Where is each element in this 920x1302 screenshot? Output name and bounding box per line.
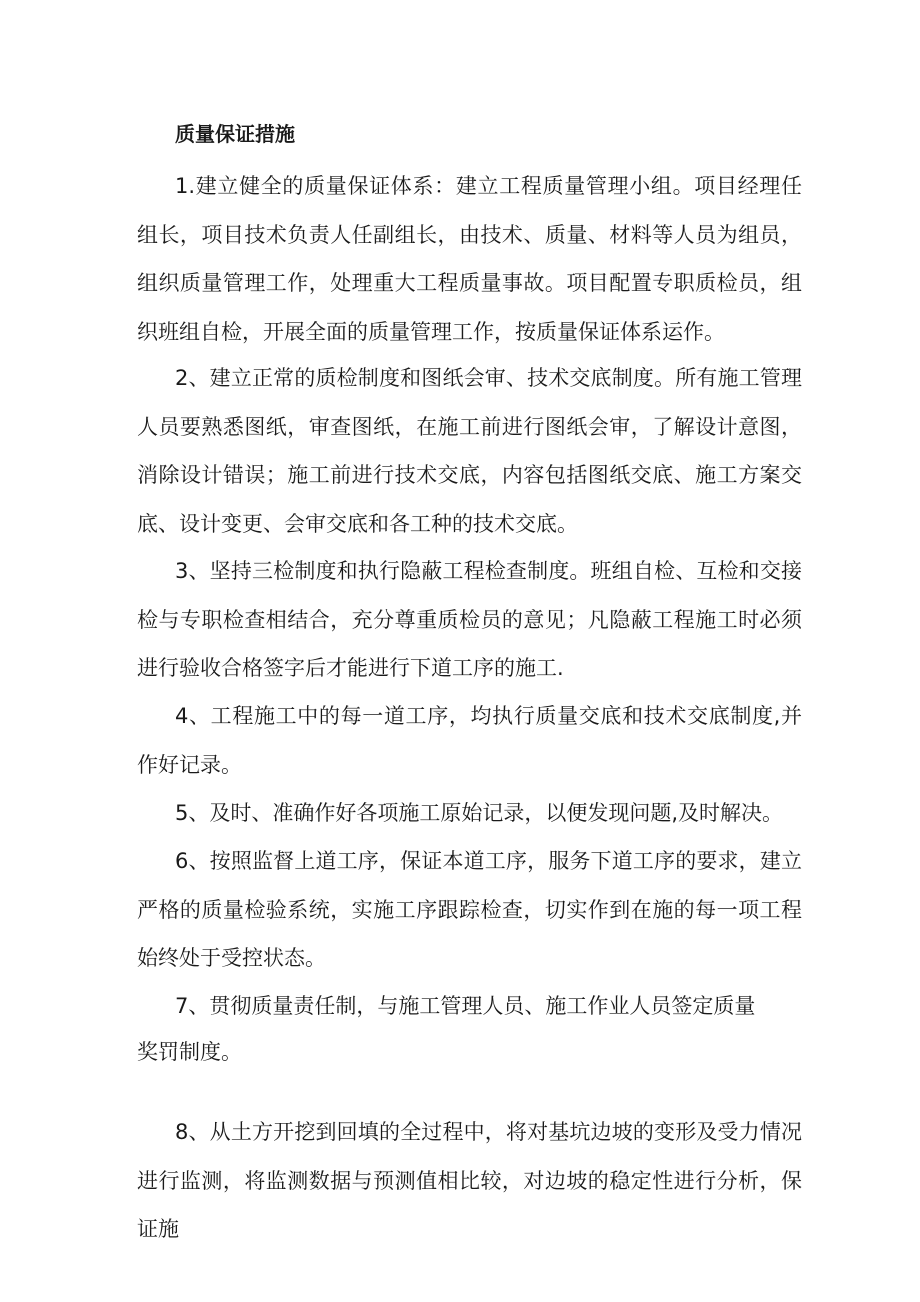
paragraph-8: 8、从土方开挖到回填的全过程中，将对基坑边坡的变形及受力情况进行监测，将监测数据与预测值相比较，对边坡的稳定性进行分析，保证施 xyxy=(137,1120,802,1241)
paragraph-1: 1.建立健全的质量保证体系：建立工程质量管理小组。项目经理任组长，项目技术负责人任副组长，由技术、质量、材料等人员为组员，组织质量管理工作，处理重大工程质量事故。项目配置专职质检员，组织班组自检，开展全面的质量管理工作，按质量保证体系运作。 xyxy=(137,174,802,344)
paragraph-4: 4、工程施工中的每一道工序，均执行质量交底和技术交底制度,并作好记录。 xyxy=(137,704,802,777)
document-title: 质量保证措施 xyxy=(175,122,295,146)
paragraph-7: 7、贯彻质量责任制，与施工管理人员、施工作业人员签定质量 xyxy=(175,994,756,1018)
paragraph-2: 2、建立正常的质检制度和图纸会审、技术交底制度。所有施工管理人员要熟悉图纸，审查图纸，在施工前进行图纸会审，了解设计意图，消除设计错误；施工前进行技术交底，内容包括图纸交底、施工方案交底、设计变更、会审交底和各工种的技术交底。 xyxy=(137,366,802,536)
paragraph-3: 3、坚持三检制度和执行隐蔽工程检查制度。班组自检、互检和交接检与专职检查相结合，充分尊重质检员的意见；凡隐蔽工程施工时必须进行验收合格签字后才能进行下道工序的施工. xyxy=(137,559,802,680)
paragraph-5: 5、及时、准确作好各项施工原始记录，以便发现问题,及时解决。 xyxy=(175,801,784,825)
paragraph-6: 6、按照监督上道工序，保证本道工序，服务下道工序的要求，建立严格的质量检验系统，实施工序跟踪检查，切实作到在施的每一项工程始终处于受控状态。 xyxy=(137,849,802,970)
paragraph-7-continuation: 奖罚制度。 xyxy=(137,1040,242,1064)
